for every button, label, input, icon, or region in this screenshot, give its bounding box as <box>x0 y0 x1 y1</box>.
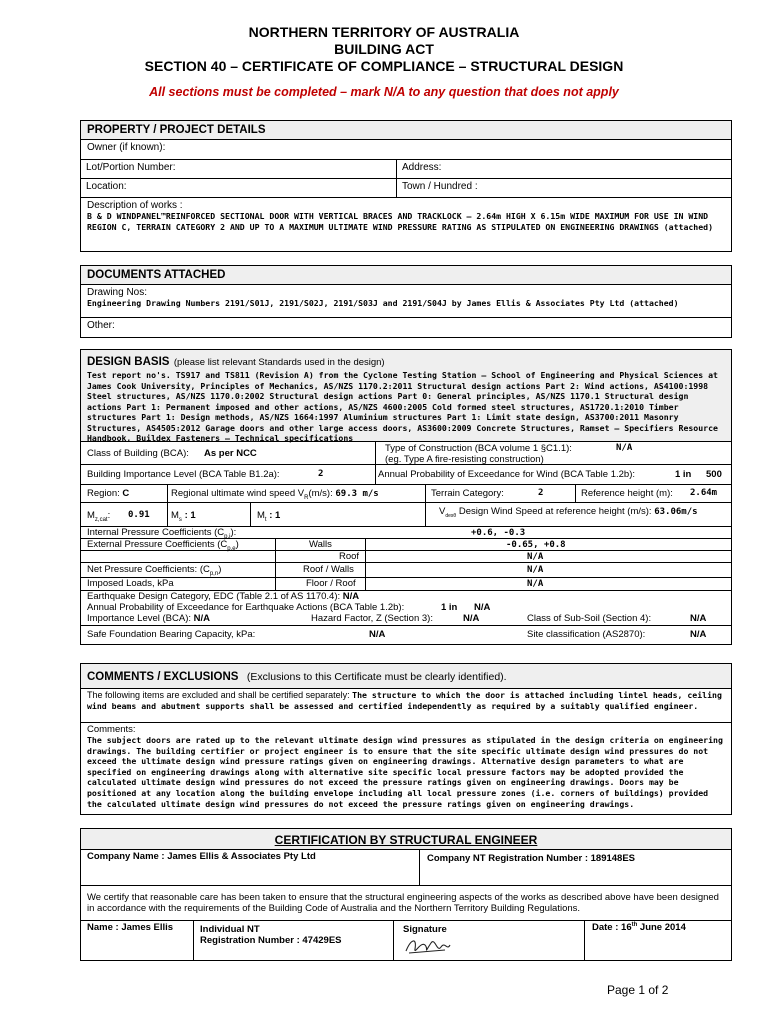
construction-value: N/A <box>616 443 633 453</box>
property-section <box>80 120 732 252</box>
cpe-label: External Pressure Coefficients (C <box>87 539 228 550</box>
foundation-row <box>81 626 731 644</box>
cpi-label: Internal Pressure Coefficients (C <box>87 527 225 538</box>
vr-label: Regional ultimate wind speed V <box>171 488 305 499</box>
imp-level-label: Importance Level (BCA): <box>87 613 192 624</box>
town-field[interactable] <box>396 179 731 197</box>
roof-walls-label: Roof / Walls <box>303 564 354 575</box>
design-standards-block <box>81 350 731 442</box>
importance-row <box>81 465 731 485</box>
imposed-label: Imposed Loads, kPa <box>87 578 174 589</box>
design-subtitle: (please list relevant Standards used in the design) <box>173 357 385 368</box>
description-text: B & D WINDPANEL™REINFORCED SECTIONAL DOOR WITH VERTICAL BRACES AND TRACKLOCK – 2.64m HIGH X 6.15m WIDE MAXIMUM FOR USE IN WIND REGION C, TERRAIN CATEGORY 2 AND UP TO A MAXIMUM ULTIMATE WIND PRESSURE RATING AS STIPULATED ON ENGINEERING DRAWINGS (attached) <box>87 211 714 232</box>
cpe-sub: p,e <box>227 545 236 552</box>
date-sup: th <box>631 922 638 928</box>
vdes-label: V <box>439 506 446 517</box>
ms-sub: s <box>178 516 182 523</box>
cpi-sub: p,i <box>224 533 231 540</box>
site-class-value: N/A <box>690 629 707 640</box>
design-standards-text: Test report no's. TS917 and TS811 (Revision A) from the Cyclone Testing Station – School of Engineering and Physical Sciences at James Cook University, Principles of Mechanics, AS/NZS 1170.2:2011 Structural design actions Part 2: Wind actions, AS4100:1998 Steel structures, AS/NZS 1170.0:2002 Structural design actions Part 0: General principles, AS/NZS 1170.1 Structural design actions Part 1: Permanent imposed and other actions, AS/NZS 4600:2005 Cold formed steel structures, AS1720.1:2010 Timber structures Part 1: Design methods, AS/NZS 1664:1997 Aluminium structures Part 1: Limit state design, AS3700:2011 Masonry Structures, AS4505:2012 Garage doors and other large access doors, AS3600:2009 Concrete Structures, Ramset – Specifiers Resource Handbook, Buildex Fasteners – Technical specifications <box>87 370 718 443</box>
eq-prob-label: Annual Probability of Exceedance for Earthquake Actions (BCA Table 1.2b): <box>87 602 405 613</box>
cpn-sub: p,n <box>209 570 219 577</box>
comments-text: The subject doors are rated up to the relevant ultimate design wind pressures as stipulated in the design criteria on engineering drawings. The building certifier or project engineer is to ensure that the site specific ultimate design wind pressures do not exceed the ultimate design wind pressure ratings given on engineering drawings. Alternative design parameters to what are specified on engineering drawings along with alternative site specific local pressure factors may be adopted provided the calculated ultimate design wind pressures do not exceed the pressure ratings given on engineering drawings. Doors may be positioned at any location along the building envelope including all local pressure zones (i.e. corners of buildings) provided the calculated ultimate design wind pressures do not exceed the pressure ratings given on engineering drawings. <box>87 735 723 809</box>
construction-example: (eg. Type A fire-resisting construction) <box>385 454 544 465</box>
ref-height-label: Reference height (m): <box>581 488 673 499</box>
page-number: Page 1 of 2 <box>607 983 669 997</box>
class-label: Class of Building (BCA): <box>87 448 189 459</box>
drawing-label: Drawing Nos: <box>87 287 148 298</box>
location-field[interactable] <box>81 179 396 197</box>
cpi-row <box>81 527 731 539</box>
foundation-label: Safe Foundation Bearing Capacity, kPa: <box>87 629 256 640</box>
other-row[interactable] <box>81 318 731 337</box>
design-section <box>80 349 732 645</box>
multipliers-row <box>81 503 731 527</box>
comments-subtitle: (Exclusions to this Certificate must be clearly identified). <box>246 671 507 683</box>
mt-sub: t <box>264 516 267 523</box>
drawing-text: Engineering Drawing Numbers 2191/S01J, 2191/S02J, 2191/S03J and 2191/S04J by James Ellis & Associates Pty Ltd (attached) <box>87 298 679 308</box>
imp-level-value: N/A <box>193 613 211 624</box>
description-label: Description of works : <box>87 200 183 211</box>
property-title: PROPERTY / PROJECT DETAILS <box>81 121 731 140</box>
location-label: Location: <box>86 181 127 192</box>
comments-section <box>80 663 732 815</box>
prob-wind-value-1: 1 in <box>675 469 692 480</box>
roof-value: N/A <box>527 552 544 562</box>
terrain-value: 2 <box>538 488 544 498</box>
subsoil-value: N/A <box>690 613 707 624</box>
eq-prob-value-1: 1 in <box>441 602 458 613</box>
signature-label: Signature <box>403 924 447 935</box>
exclusions-text: The structure to which the door is attached including lintel heads, ceiling wind beams and abutment supports shall be assessed and certified independently as required by a suitably qualified engineer. <box>87 690 722 711</box>
cpn-suffix: ) <box>218 564 222 575</box>
company-name: Company Name : James Ellis & Associates Pty Ltd <box>87 851 316 862</box>
terrain-label: Terrain Category: <box>431 488 504 499</box>
roof-walls-value: N/A <box>527 565 544 575</box>
address-label: Address: <box>402 162 442 173</box>
town-label: Town / Hundred : <box>402 181 478 192</box>
mzcat-sub: z,cat <box>94 516 108 523</box>
header-line-3: SECTION 40 – CERTIFICATE OF COMPLIANCE – STRUCTURAL DESIGN <box>144 58 624 74</box>
prob-wind-label: Annual Probability of Exceedance for Wind (BCA Table 1.2b): <box>378 469 635 480</box>
cpi-suffix: ): <box>230 527 237 538</box>
ms-value: : 1 <box>184 510 196 521</box>
subsoil-label: Class of Sub-Soil (Section 4): <box>527 613 652 624</box>
company-registration: Company NT Registration Number : 189148ES <box>427 853 635 864</box>
vr-value: 69.3 m/s <box>335 489 379 499</box>
other-label: Other: <box>87 320 115 331</box>
mzcat-suffix: : <box>107 510 111 521</box>
lot-field[interactable] <box>81 160 396 178</box>
date-suffix: June 2014 <box>637 922 686 934</box>
importance-value: 2 <box>318 469 324 479</box>
cpi-value: +0.6, -0.3 <box>471 528 526 538</box>
company-row <box>81 850 731 886</box>
address-field[interactable] <box>396 160 731 178</box>
certification-title: CERTIFICATION BY STRUCTURAL ENGINEER <box>81 829 731 850</box>
documents-section <box>80 265 732 338</box>
mt-value: : 1 <box>269 510 281 521</box>
floor-roof-label: Floor / Roof <box>306 578 356 589</box>
walls-value: -0.65, +0.8 <box>506 540 566 550</box>
date-prefix: Date : 16 <box>592 922 632 934</box>
exclusions-intro: The following items are excluded and shall be certified separately: <box>87 690 350 700</box>
ms-label: M <box>171 510 179 521</box>
certification-section <box>80 828 732 961</box>
individual-label: Individual NT <box>200 924 260 935</box>
lot-address-row <box>81 160 731 179</box>
exclusions-row <box>81 689 731 723</box>
prob-wind-value-2: 500 <box>706 469 722 480</box>
class-row <box>81 442 731 465</box>
eq-prob-value-2: N/A <box>474 602 491 613</box>
importance-label: Building Importance Level (BCA Table B1.2a): <box>87 469 280 480</box>
design-title: DESIGN BASIS <box>87 356 170 368</box>
comments-row <box>81 723 731 814</box>
region-row <box>81 485 731 503</box>
imposed-row <box>81 578 731 591</box>
description-row <box>81 198 731 251</box>
class-value: As per NCC <box>204 448 257 459</box>
region-label: Region: <box>87 488 120 499</box>
mzcat-label: M <box>87 510 95 521</box>
engineer-name: Name : James Ellis <box>87 922 174 933</box>
region-value: C <box>122 488 130 499</box>
certification-statement: We certify that reasonable care has been taken to ensure that the structural engineering aspects of the works as described above have been designed in accordance with the requirements of the Building Code of Australia and the Northern Territory Building Regulations. <box>81 886 731 921</box>
cpe-walls-row <box>81 539 731 551</box>
vdes-value: 63.06m/s <box>654 507 698 517</box>
hazard-value: N/A <box>463 613 480 624</box>
comments-header <box>81 664 731 689</box>
cpe-roof-row <box>81 551 731 563</box>
site-class-label: Site classification (AS2870): <box>527 629 646 640</box>
vr-sub: R <box>304 494 309 501</box>
header-line-1: NORTHERN TERRITORY OF AUSTRALIA <box>248 24 520 40</box>
location-town-row <box>81 179 731 198</box>
cpe-suffix: ) <box>235 539 239 550</box>
vdes-sub: desθ <box>445 512 457 519</box>
lot-label: Lot/Portion Number: <box>86 162 176 173</box>
roof-label: Roof <box>339 551 360 562</box>
instruction-warning: All sections must be completed – mark N/A to any question that does not apply <box>149 85 619 99</box>
owner-row[interactable] <box>81 140 731 160</box>
mzcat-value: 0.91 <box>128 510 150 520</box>
cpn-label: Net Pressure Coefficients: (C <box>87 564 210 575</box>
signatory-row <box>81 921 731 961</box>
vr-label-units: (m/s): <box>308 488 333 499</box>
owner-label: Owner (if known): <box>87 142 166 153</box>
comments-label: Comments: <box>87 724 136 735</box>
comments-title: COMMENTS / EXCLUSIONS <box>87 671 239 683</box>
construction-label: Type of Construction (BCA volume 1 §C1.1): <box>385 443 572 454</box>
walls-label: Walls <box>309 539 332 550</box>
header-line-2: BUILDING ACT <box>334 41 434 57</box>
foundation-value: N/A <box>369 629 386 640</box>
eq-value: N/A <box>342 591 360 602</box>
floor-roof-value: N/A <box>527 579 544 589</box>
hazard-label: Hazard Factor, Z (Section 3): <box>311 613 433 624</box>
ref-height-value: 2.64m <box>690 488 718 498</box>
eq-label: Earthquake Design Category, EDC (Table 2.1 of AS 1170.4): <box>87 591 341 602</box>
documents-title: DOCUMENTS ATTACHED <box>81 266 731 285</box>
vdes-desc: Design Wind Speed at reference height (m/s): <box>458 506 652 517</box>
cpn-row <box>81 563 731 578</box>
drawing-row <box>81 285 731 318</box>
signature-image <box>403 933 453 959</box>
earthquake-block <box>81 591 731 626</box>
individual-registration: Registration Number : 47429ES <box>200 935 342 946</box>
mt-label: M <box>257 510 265 521</box>
